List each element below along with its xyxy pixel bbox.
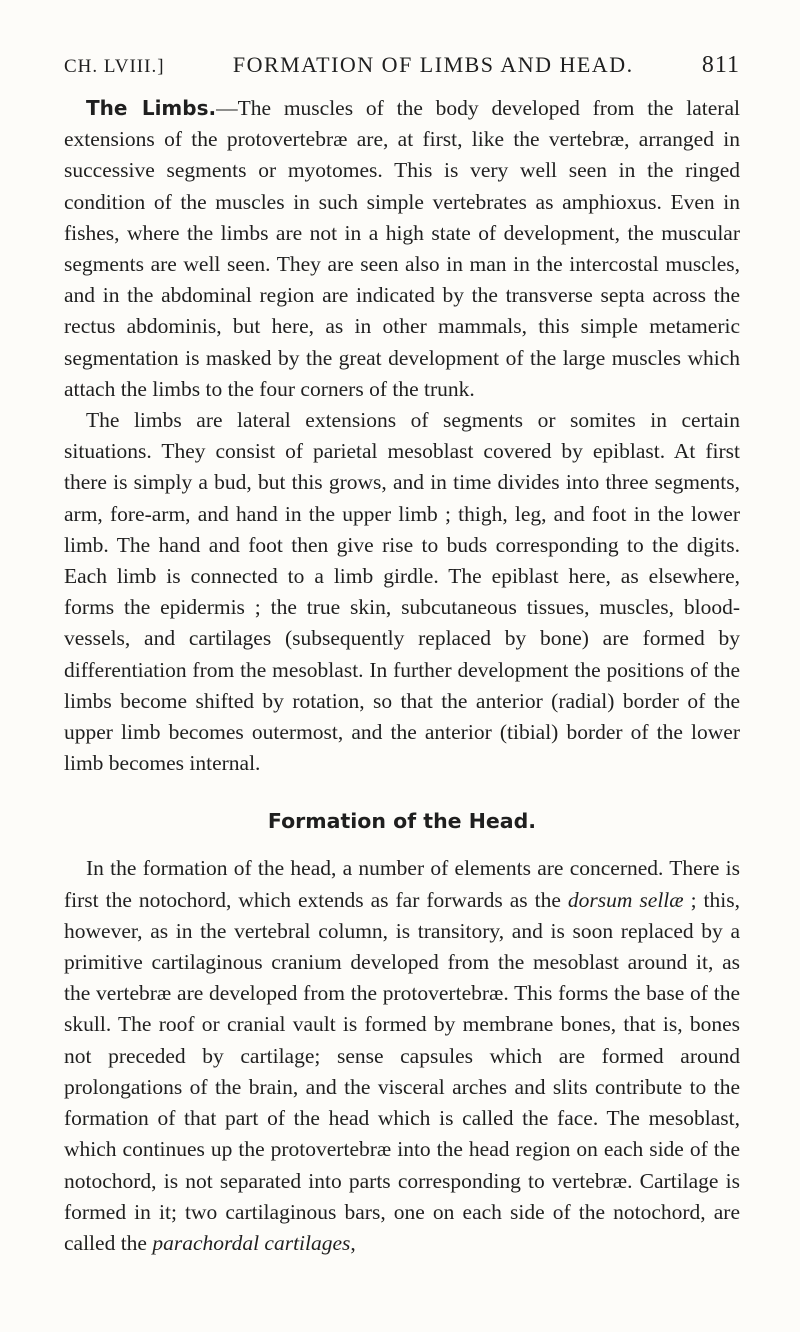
running-head (64, 52, 740, 79)
running-title: FORMATION OF LIMBS AND HEAD. (232, 52, 634, 77)
head-italic-a: dorsum sellæ (567, 887, 684, 912)
page-number: 811 (701, 52, 740, 78)
limbs-paragraph-1 (64, 93, 740, 405)
limbs-paragraph-2: The limbs are lateral extensions of segments or somites in certain situations. They consist of parietal mesoblast covered by epiblast. At first there is simply a bud, but this grows, and in time divides into three segments, arm, fore-arm, and hand in the upper limb ; thigh, leg, and foot in the lower limb. The hand and foot then give rise to buds corresponding to the digits. Each limb is connected to a limb girdle. The epiblast here, as elsewhere, forms the epidermis ; the true skin, subcutaneous tissues, muscles, blood-vessels, and cartilages (subsequently replaced by bone) are formed by differentiation from the mesoblast. In further development the positions of the limbs become shifted by rotation, so that the anterior (radial) border of the upper limb becomes outermost, and the anterior (tibial) border of the lower limb becomes internal. (64, 408, 740, 776)
head-text-b: ; this, however, as in the vertebral column, is transitory, and is soon replaced by a primitive cartilaginous cranium developed from the mesoblast around it, as the vertebræ are developed from the protovertebræ. This forms the base of the skull. The roof or cranial vault is formed by membrane bones, that is, bones not preceded by cartilage; sense capsules which are formed around prolongations of the brain, and the visceral arches and slits contribute to the formation of that part of the head which is called the face. The mesoblast, which continues up the protovertebræ into the head region on each side of the notochord, is not separated into parts corresponding to vertebræ. Cartilage is formed in it; two cartilaginous bars, one on each side of the notochord, are called the (64, 887, 740, 1255)
head-paragraph (64, 853, 740, 1259)
limbs-paragraph-1-text: —The muscles of the body developed from the lateral extensions of the protovertebræ are, at first, like the vertebræ, arranged in successive segments or myotomes. This is very well seen in the ringed condition of the muscles in such simple vertebrates as amphioxus. Even in fishes, where the limbs are not in a high state of development, the muscular segments are well seen. They are seen also in man in the intercostal muscles, and in the abdominal region are indicated by the transverse septa across the rectus abdominis, but here, as in other mammals, this simple metameric segmentation is masked by the great development of the large muscles which attach the limbs to the four corners of the trunk. (64, 96, 740, 401)
head-italic-b: parachordal cartilages (152, 1230, 351, 1255)
head-text-a: In the formation of the head, a number of elements are concerned. There is first the notochord, which extends as far forwards as the (64, 856, 740, 912)
section-heading-head: Formation of the Head. (267, 809, 537, 834)
head-text-c: , (350, 1230, 356, 1255)
limbs-lead: The Limbs. (86, 96, 217, 120)
chapter-reference: CH. LVIII.] (64, 56, 165, 77)
